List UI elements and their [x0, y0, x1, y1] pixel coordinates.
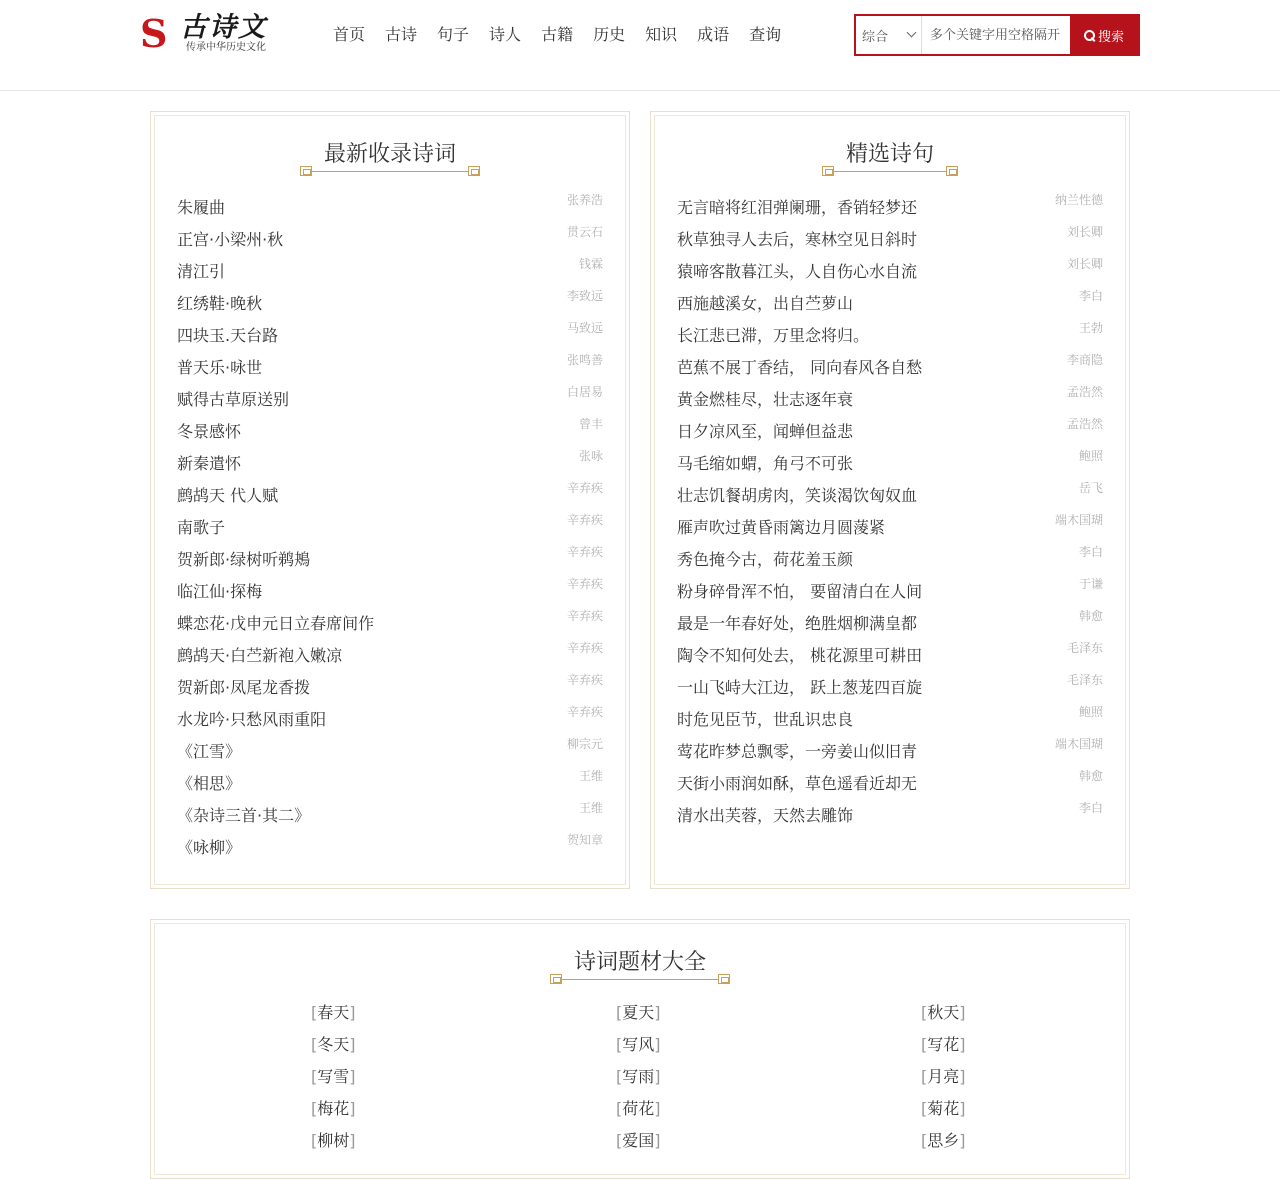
poet-name-link[interactable]: 白居易 — [566, 385, 603, 399]
featured-lines-title-wrap — [651, 140, 1129, 170]
featured-lines-title-text: 精选诗句 — [845, 142, 934, 167]
topic-link[interactable] — [616, 1098, 661, 1120]
topic-link[interactable] — [311, 1034, 356, 1056]
topics-row — [151, 1002, 1129, 1034]
topic-link[interactable] — [311, 1002, 356, 1024]
poet-name-link[interactable]: 毛泽东 — [1066, 673, 1103, 687]
topic-label: 夏天 — [622, 1003, 655, 1022]
poet-name-link[interactable]: 韩愈 — [1078, 769, 1103, 783]
list-item — [677, 416, 1103, 448]
main-nav — [333, 22, 801, 48]
search-icon — [1084, 30, 1095, 41]
list-item — [177, 832, 603, 864]
poet-name-link[interactable]: 王维 — [578, 801, 603, 815]
bracket-close: ] — [349, 1099, 356, 1118]
list-item — [677, 768, 1103, 800]
bracket-open: [ — [921, 1035, 928, 1054]
bracket-close: ] — [349, 1131, 356, 1150]
list-item — [677, 192, 1103, 224]
latest-poems-title — [302, 140, 478, 170]
fret-ornament-icon — [550, 974, 562, 984]
logo-mark-icon: S — [140, 11, 168, 56]
bracket-open: [ — [311, 1099, 318, 1118]
poem-title-link[interactable]: 红绣鞋·晚秋 — [177, 294, 263, 313]
fret-ornament-icon — [718, 974, 730, 984]
list-item — [177, 384, 603, 416]
topics-grid — [151, 1002, 1129, 1162]
nav-item-classics[interactable]: 古籍 — [541, 25, 574, 44]
poem-title-link[interactable]: 贺新郎·凤尾龙香拨 — [177, 678, 311, 697]
poem-line-link[interactable]: 清水出芙蓉，天然去雕饰 — [677, 806, 854, 825]
topic-link[interactable] — [311, 1098, 356, 1120]
bracket-close: ] — [349, 1035, 356, 1054]
topic-link[interactable] — [311, 1130, 356, 1152]
poem-line-link[interactable]: 壮志饥餐胡虏肉，笑谈渴饮匈奴血 — [677, 486, 918, 505]
bracket-close: ] — [349, 1067, 356, 1086]
poem-title-link[interactable]: 蝶恋花·戊申元日立春席间作 — [177, 614, 375, 633]
bracket-open: [ — [616, 1067, 623, 1086]
poet-name-link[interactable]: 辛弃疾 — [566, 705, 603, 719]
list-item — [677, 384, 1103, 416]
featured-lines-title — [824, 140, 956, 170]
topic-label: 秋天 — [927, 1003, 960, 1022]
list-item — [177, 800, 603, 832]
poem-title-link[interactable]: 新秦遣怀 — [177, 454, 242, 473]
topic-label: 写花 — [927, 1035, 960, 1054]
list-item — [177, 448, 603, 480]
list-item — [177, 736, 603, 768]
poem-line-link[interactable]: 黄金燃桂尽，壮志逐年衰 — [677, 390, 854, 409]
topic-link[interactable] — [921, 1130, 966, 1152]
nav-item-idioms[interactable]: 成语 — [697, 25, 730, 44]
list-item — [677, 704, 1103, 736]
list-item — [677, 480, 1103, 512]
topic-label: 菊花 — [927, 1099, 960, 1118]
bracket-open: [ — [921, 1067, 928, 1086]
poet-name-link[interactable]: 张养浩 — [566, 193, 603, 207]
nav-item-poets[interactable]: 诗人 — [489, 25, 522, 44]
list-item — [177, 512, 603, 544]
topic-link[interactable] — [616, 1066, 661, 1088]
list-item — [177, 576, 603, 608]
poem-line-link[interactable]: 陶令不知何处去， 桃花源里可耕田 — [677, 646, 923, 665]
featured-lines-panel — [650, 111, 1130, 889]
featured-lines-list — [677, 192, 1103, 832]
nav-item-home[interactable]: 首页 — [333, 25, 366, 44]
logo-title: 古诗文 — [180, 12, 267, 43]
title-underline — [552, 979, 728, 980]
topic-label: 思乡 — [927, 1131, 960, 1150]
topic-label: 春天 — [317, 1003, 350, 1022]
list-item — [677, 736, 1103, 768]
poem-title-link[interactable]: 四块玉.天台路 — [177, 326, 279, 345]
latest-poems-title-wrap — [151, 140, 629, 170]
list-item — [177, 480, 603, 512]
topics-title — [552, 948, 728, 978]
list-item — [677, 224, 1103, 256]
poet-name-link[interactable]: 贯云石 — [566, 225, 603, 239]
poem-title-link[interactable]: 《相思》 — [177, 774, 242, 793]
bracket-close: ] — [959, 1131, 966, 1150]
topic-link[interactable] — [616, 1130, 661, 1152]
list-item — [177, 608, 603, 640]
list-item — [177, 672, 603, 704]
poet-name-link[interactable]: 李白 — [1078, 289, 1103, 303]
site-logo[interactable] — [140, 12, 270, 58]
poet-name-link[interactable]: 韩愈 — [1078, 609, 1103, 623]
poet-name-link[interactable]: 辛弃疾 — [566, 513, 603, 527]
list-item — [177, 192, 603, 224]
list-item — [677, 576, 1103, 608]
topic-label: 梅花 — [317, 1099, 350, 1118]
title-underline — [824, 171, 956, 172]
list-item — [677, 672, 1103, 704]
poem-line-link[interactable]: 一山飞峙大江边， 跃上葱茏四百旋 — [677, 678, 923, 697]
fret-ornament-icon — [468, 166, 480, 176]
poem-title-link[interactable]: 鹧鸪天 代人赋 — [177, 486, 279, 505]
poet-name-link[interactable]: 辛弃疾 — [566, 481, 603, 495]
topic-label: 月亮 — [927, 1067, 960, 1086]
poem-line-link[interactable]: 莺花昨梦总飘零，一旁姜山似旧青 — [677, 742, 918, 761]
poet-name-link[interactable]: 纳兰性德 — [1054, 193, 1103, 207]
poet-name-link[interactable]: 孟浩然 — [1066, 385, 1103, 399]
topics-row — [151, 1066, 1129, 1098]
topic-label: 荷花 — [622, 1099, 655, 1118]
poet-name-link[interactable]: 钱霖 — [578, 257, 603, 271]
list-item — [677, 320, 1103, 352]
list-item — [177, 320, 603, 352]
poet-name-link[interactable]: 端木国瑚 — [1054, 737, 1103, 751]
nav-item-lookup[interactable]: 查询 — [749, 25, 782, 44]
list-item — [177, 416, 603, 448]
bracket-open: [ — [921, 1131, 928, 1150]
bracket-close: ] — [654, 1131, 661, 1150]
poem-line-link[interactable]: 无言暗将红泪弹阑珊，香销轻梦还 — [677, 198, 918, 217]
fret-ornament-icon — [300, 166, 312, 176]
topic-link[interactable] — [921, 1002, 966, 1024]
bracket-open: [ — [616, 1131, 623, 1150]
list-item — [677, 608, 1103, 640]
bracket-open: [ — [311, 1067, 318, 1086]
list-item — [677, 448, 1103, 480]
list-item — [177, 352, 603, 384]
poet-name-link[interactable]: 李白 — [1078, 801, 1103, 815]
poem-line-link[interactable]: 长江悲已滞，万里念将归。 — [677, 326, 870, 345]
poet-name-link[interactable]: 张鸣善 — [566, 353, 603, 367]
bracket-open: [ — [921, 1099, 928, 1118]
latest-poems-list — [177, 192, 603, 864]
poet-name-link[interactable]: 刘长卿 — [1066, 257, 1103, 271]
topic-label: 冬天 — [317, 1035, 350, 1054]
topics-title-text: 诗词题材大全 — [573, 950, 706, 975]
poem-title-link[interactable]: 水龙吟·只愁风雨重阳 — [177, 710, 327, 729]
poet-name-link[interactable]: 辛弃疾 — [566, 577, 603, 591]
list-item — [677, 512, 1103, 544]
poet-name-link[interactable]: 曾丰 — [578, 417, 603, 431]
poet-name-link[interactable]: 刘长卿 — [1066, 225, 1103, 239]
poem-title-link[interactable]: 《江雪》 — [177, 742, 242, 761]
bracket-open: [ — [311, 1131, 318, 1150]
poet-name-link[interactable]: 孟浩然 — [1066, 417, 1103, 431]
poet-name-link[interactable]: 贺知章 — [566, 833, 603, 847]
poem-title-link[interactable]: 贺新郎·绿树听鹈鴂 — [177, 550, 311, 569]
poet-name-link[interactable]: 马致远 — [566, 321, 603, 335]
bracket-close: ] — [654, 1067, 661, 1086]
poem-title-link[interactable]: 南歌子 — [177, 518, 226, 537]
poem-title-link[interactable]: 清江引 — [177, 262, 226, 281]
poem-title-link[interactable]: 普天乐·咏世 — [177, 358, 263, 377]
poet-name-link[interactable]: 鲍照 — [1078, 449, 1103, 463]
topics-row — [151, 1130, 1129, 1162]
topic-label: 写风 — [622, 1035, 655, 1054]
topic-link[interactable] — [921, 1066, 966, 1088]
bracket-open: [ — [311, 1035, 318, 1054]
search-button[interactable] — [1070, 16, 1138, 54]
bracket-close: ] — [959, 1003, 966, 1022]
bracket-close: ] — [654, 1003, 661, 1022]
topics-row — [151, 1034, 1129, 1066]
list-item — [677, 640, 1103, 672]
poem-title-link[interactable]: 冬景感怀 — [177, 422, 242, 441]
fret-ornament-icon — [822, 166, 834, 176]
poem-line-link[interactable]: 时危见臣节，世乱识忠良 — [677, 710, 854, 729]
poem-title-link[interactable]: 临江仙·探梅 — [177, 582, 263, 601]
nav-item-poems[interactable]: 古诗 — [385, 25, 418, 44]
poet-name-link[interactable]: 李致远 — [566, 289, 603, 303]
poem-title-link[interactable]: 《咏柳》 — [177, 838, 242, 857]
poet-name-link[interactable]: 李商隐 — [1066, 353, 1103, 367]
search-bar — [854, 14, 1140, 56]
search-category-value: 综合 — [862, 29, 889, 45]
bracket-close: ] — [959, 1035, 966, 1054]
list-item — [677, 288, 1103, 320]
poem-line-link[interactable]: 粉身碎骨浑不怕， 要留清白在人间 — [677, 582, 923, 601]
list-item — [177, 288, 603, 320]
poet-name-link[interactable]: 王勃 — [1078, 321, 1103, 335]
poem-line-link[interactable]: 芭蕉不展丁香结， 同向春风各自愁 — [677, 358, 923, 377]
poem-title-link[interactable]: 鹧鸪天·白苎新袍入嫩凉 — [177, 646, 343, 665]
list-item — [677, 352, 1103, 384]
poet-name-link[interactable]: 于谦 — [1078, 577, 1103, 591]
list-item — [177, 256, 603, 288]
bracket-close: ] — [959, 1067, 966, 1086]
poem-line-link[interactable]: 猿啼客散暮江头，人自伤心水自流 — [677, 262, 918, 281]
poem-title-link[interactable]: 正宫·小梁州·秋 — [177, 230, 284, 249]
topic-label: 写雪 — [317, 1067, 350, 1086]
bracket-close: ] — [654, 1099, 661, 1118]
nav-item-knowledge[interactable]: 知识 — [645, 25, 678, 44]
list-item — [177, 640, 603, 672]
nav-item-sentences[interactable]: 句子 — [437, 25, 470, 44]
list-item — [677, 800, 1103, 832]
bracket-open: [ — [616, 1035, 623, 1054]
topic-label: 爱国 — [622, 1131, 655, 1150]
bracket-close: ] — [349, 1003, 356, 1022]
bracket-open: [ — [921, 1003, 928, 1022]
topics-title-wrap — [151, 948, 1129, 978]
latest-poems-title-text: 最新收录诗词 — [323, 142, 456, 167]
topic-label: 柳树 — [317, 1131, 350, 1150]
bracket-open: [ — [311, 1003, 318, 1022]
poem-line-link[interactable]: 马毛缩如蝟，角弓不可张 — [677, 454, 854, 473]
poet-name-link[interactable]: 辛弃疾 — [566, 641, 603, 655]
poet-name-link[interactable]: 辛弃疾 — [566, 673, 603, 687]
topic-link[interactable] — [616, 1034, 661, 1056]
topic-link[interactable] — [616, 1002, 661, 1024]
poem-title-link[interactable]: 《杂诗三首·其二》 — [177, 806, 311, 825]
poet-name-link[interactable]: 王维 — [578, 769, 603, 783]
poet-name-link[interactable]: 岳飞 — [1078, 481, 1103, 495]
poet-name-link[interactable]: 李白 — [1078, 545, 1103, 559]
topic-label: 写雨 — [622, 1067, 655, 1086]
poet-name-link[interactable]: 柳宗元 — [566, 737, 603, 751]
poet-name-link[interactable]: 端木国瑚 — [1054, 513, 1103, 527]
topic-link[interactable] — [921, 1034, 966, 1056]
poet-name-link[interactable]: 毛泽东 — [1066, 641, 1103, 655]
bracket-close: ] — [959, 1099, 966, 1118]
poem-title-link[interactable]: 朱履曲 — [177, 198, 226, 217]
bracket-open: [ — [616, 1003, 623, 1022]
search-input[interactable] — [922, 16, 1070, 54]
list-item — [177, 544, 603, 576]
latest-poems-panel — [150, 111, 630, 889]
topics-panel — [150, 919, 1130, 1179]
fret-ornament-icon — [946, 166, 958, 176]
bracket-close: ] — [654, 1035, 661, 1054]
poem-line-link[interactable]: 雁声吹过黄昏雨篱边月圆蔆紧 — [677, 518, 886, 537]
poem-line-link[interactable]: 日夕凉风至，闻蝉但益悲 — [677, 422, 854, 441]
topics-row — [151, 1098, 1129, 1130]
list-item — [177, 768, 603, 800]
nav-item-history[interactable]: 历史 — [593, 25, 626, 44]
poem-line-link[interactable]: 天街小雨润如酥，草色遥看近却无 — [677, 774, 918, 793]
topic-link[interactable] — [311, 1066, 356, 1088]
poem-line-link[interactable]: 西施越溪女，出自苎萝山 — [677, 294, 854, 313]
poem-line-link[interactable]: 秀色掩今古，荷花羞玉颜 — [677, 550, 854, 569]
poet-name-link[interactable]: 张咏 — [578, 449, 603, 463]
search-category-select[interactable] — [856, 16, 922, 54]
poem-line-link[interactable]: 最是一年春好处，绝胜烟柳满皇都 — [677, 614, 918, 633]
topic-link[interactable] — [921, 1098, 966, 1120]
poet-name-link[interactable]: 辛弃疾 — [566, 609, 603, 623]
list-item — [677, 544, 1103, 576]
poem-line-link[interactable]: 秋草独寻人去后，寒林空见日斜时 — [677, 230, 918, 249]
chevron-down-icon — [907, 28, 917, 38]
title-underline — [302, 171, 478, 172]
list-item — [177, 224, 603, 256]
poet-name-link[interactable]: 鲍照 — [1078, 705, 1103, 719]
bracket-open: [ — [616, 1099, 623, 1118]
poet-name-link[interactable]: 辛弃疾 — [566, 545, 603, 559]
list-item — [677, 256, 1103, 288]
list-item — [177, 704, 603, 736]
search-button-label: 搜索 — [1097, 29, 1124, 45]
site-header — [0, 0, 1280, 91]
poem-title-link[interactable]: 赋得古草原送别 — [177, 390, 290, 409]
logo-subtitle: 传承中华历史文化 — [186, 42, 266, 53]
